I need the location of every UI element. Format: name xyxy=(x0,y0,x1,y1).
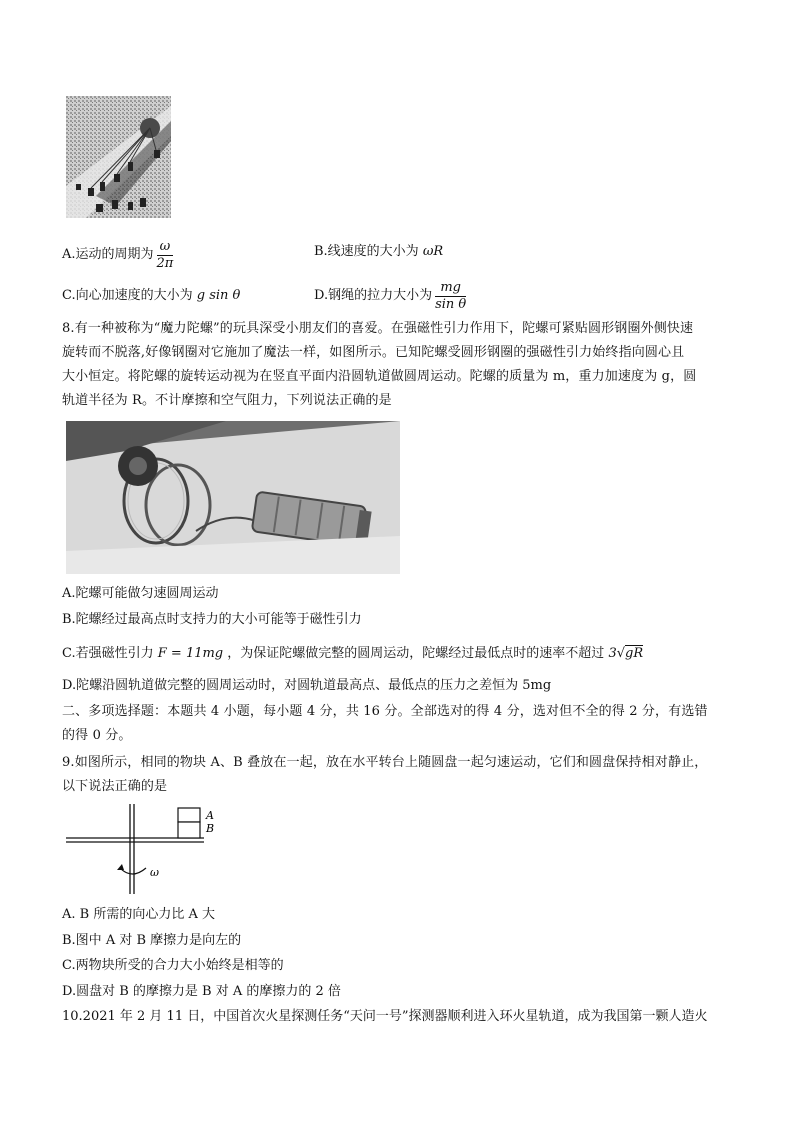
q9-option-a: A. B 所需的向心力比 A 大 xyxy=(62,907,215,922)
q7-option-d-numerator: mg xyxy=(435,280,466,297)
q8-option-c-post: ，为保证陀螺做完整的圆周运动，陀螺经过最低点时的速率不超过 xyxy=(227,646,605,661)
section2-heading xyxy=(62,700,708,748)
turntable-diagram xyxy=(66,804,226,894)
q7-option-a-text: A.运动的周期为 xyxy=(62,247,154,262)
section2-line: 二、多项选择题：本题共 4 小题，每小题 4 分，共 16 分。全部选对的得 4 分，选对但不全的得 2 分，有选错 xyxy=(62,704,708,719)
q9-option-b: B.图中 A 对 B 摩擦力是向左的 xyxy=(62,933,242,948)
q7-option-b-text: B.线速度的大小为 xyxy=(314,244,419,259)
q8-option-b: B.陀螺经过最高点时支持力的大小可能等于磁性引力 xyxy=(62,612,362,627)
q7-option-d-denominator: sin θ xyxy=(435,296,467,312)
q8-option-c-math: F = 11mg xyxy=(157,646,224,661)
q8-option-c-pre: C.若强磁性引力 xyxy=(62,646,154,661)
q7-option-a-denominator: 2π xyxy=(156,255,174,271)
magic-gyro-photo xyxy=(66,421,400,574)
q10-stem-line: 10.2021 年 2 月 11 日，中国首次火星探测任务“天问一号”探测器顺利进入环火星轨道，成为我国第一颗人造火 xyxy=(62,1009,708,1024)
q8-option-c-coef: 3 xyxy=(608,646,617,661)
q8-option-a: A.陀螺可能做匀速圆周运动 xyxy=(62,586,219,601)
q7-option-c-math: g sin θ xyxy=(196,288,241,303)
q9-option-d: D.圆盘对 B 的摩擦力是 B 对 A 的摩擦力的 2 倍 xyxy=(62,984,341,999)
q7-option-d-text: D.钢绳的拉力大小为 xyxy=(314,288,433,303)
q7-option-a-numerator: ω xyxy=(157,239,174,256)
q8-stem-line: 轨道半径为 R。不计摩擦和空气阻力，下列说法正确的是 xyxy=(62,393,392,408)
q9-option-c: C.两物块所受的合力大小始终是相等的 xyxy=(62,958,284,973)
q7-option-d xyxy=(314,278,466,314)
q8-option-c-sqrt xyxy=(608,645,643,661)
q7-option-a-fraction xyxy=(157,239,174,272)
q8-stem-line: 旋转而不脱落,好像钢圈对它施加了魔法一样，如图所示。已知陀螺受圆形钢圈的强磁性引力始终指向圆心且 xyxy=(62,345,685,360)
q8-stem-line: 大小恒定。将陀螺的旋转运动视为在竖直平面内沿圆轨道做圆周运动。陀螺的质量为 m，重力加速度为 g，圆 xyxy=(62,369,697,384)
q7-option-a xyxy=(62,238,173,272)
q8-option-c-radicand: gR xyxy=(625,646,644,661)
q9-stem-line: 以下说法正确的是 xyxy=(62,779,168,794)
q7-option-c-text: C.向心加速度的大小为 xyxy=(62,288,193,303)
q8-option-c xyxy=(62,644,643,664)
q9-stem xyxy=(62,751,707,799)
omega-label: ω xyxy=(150,866,159,879)
radical-sign-icon: √ xyxy=(616,646,626,661)
q8-stem-line: 8.有一种被称为“魔力陀螺”的玩具深受小朋友们的喜爱。在强磁性引力作用下，陀螺可紧贴圆形钢圈外侧快速 xyxy=(62,321,694,336)
q9-stem-line: 9.如图所示，相同的物块 A、B 叠放在一起，放在水平转台上随圆盘一起匀速运动，它们和圆盘保持相对静止， xyxy=(62,755,708,770)
q8-option-d: D.陀螺沿圆轨道做完整的圆周运动时，对圆轨道最高点、最低点的压力之差恒为 5mg xyxy=(62,678,552,693)
block-b-label: B xyxy=(206,822,215,835)
block-a-label: A xyxy=(206,809,214,822)
q8-stem xyxy=(62,317,696,413)
q7-option-d-fraction xyxy=(435,280,466,313)
q7-option-c xyxy=(62,286,240,306)
q7-option-b-math: ωR xyxy=(422,244,444,259)
section2-line: 的得 0 分。 xyxy=(62,728,132,743)
q7-option-b xyxy=(314,242,443,262)
swing-ride-photo xyxy=(66,96,171,218)
